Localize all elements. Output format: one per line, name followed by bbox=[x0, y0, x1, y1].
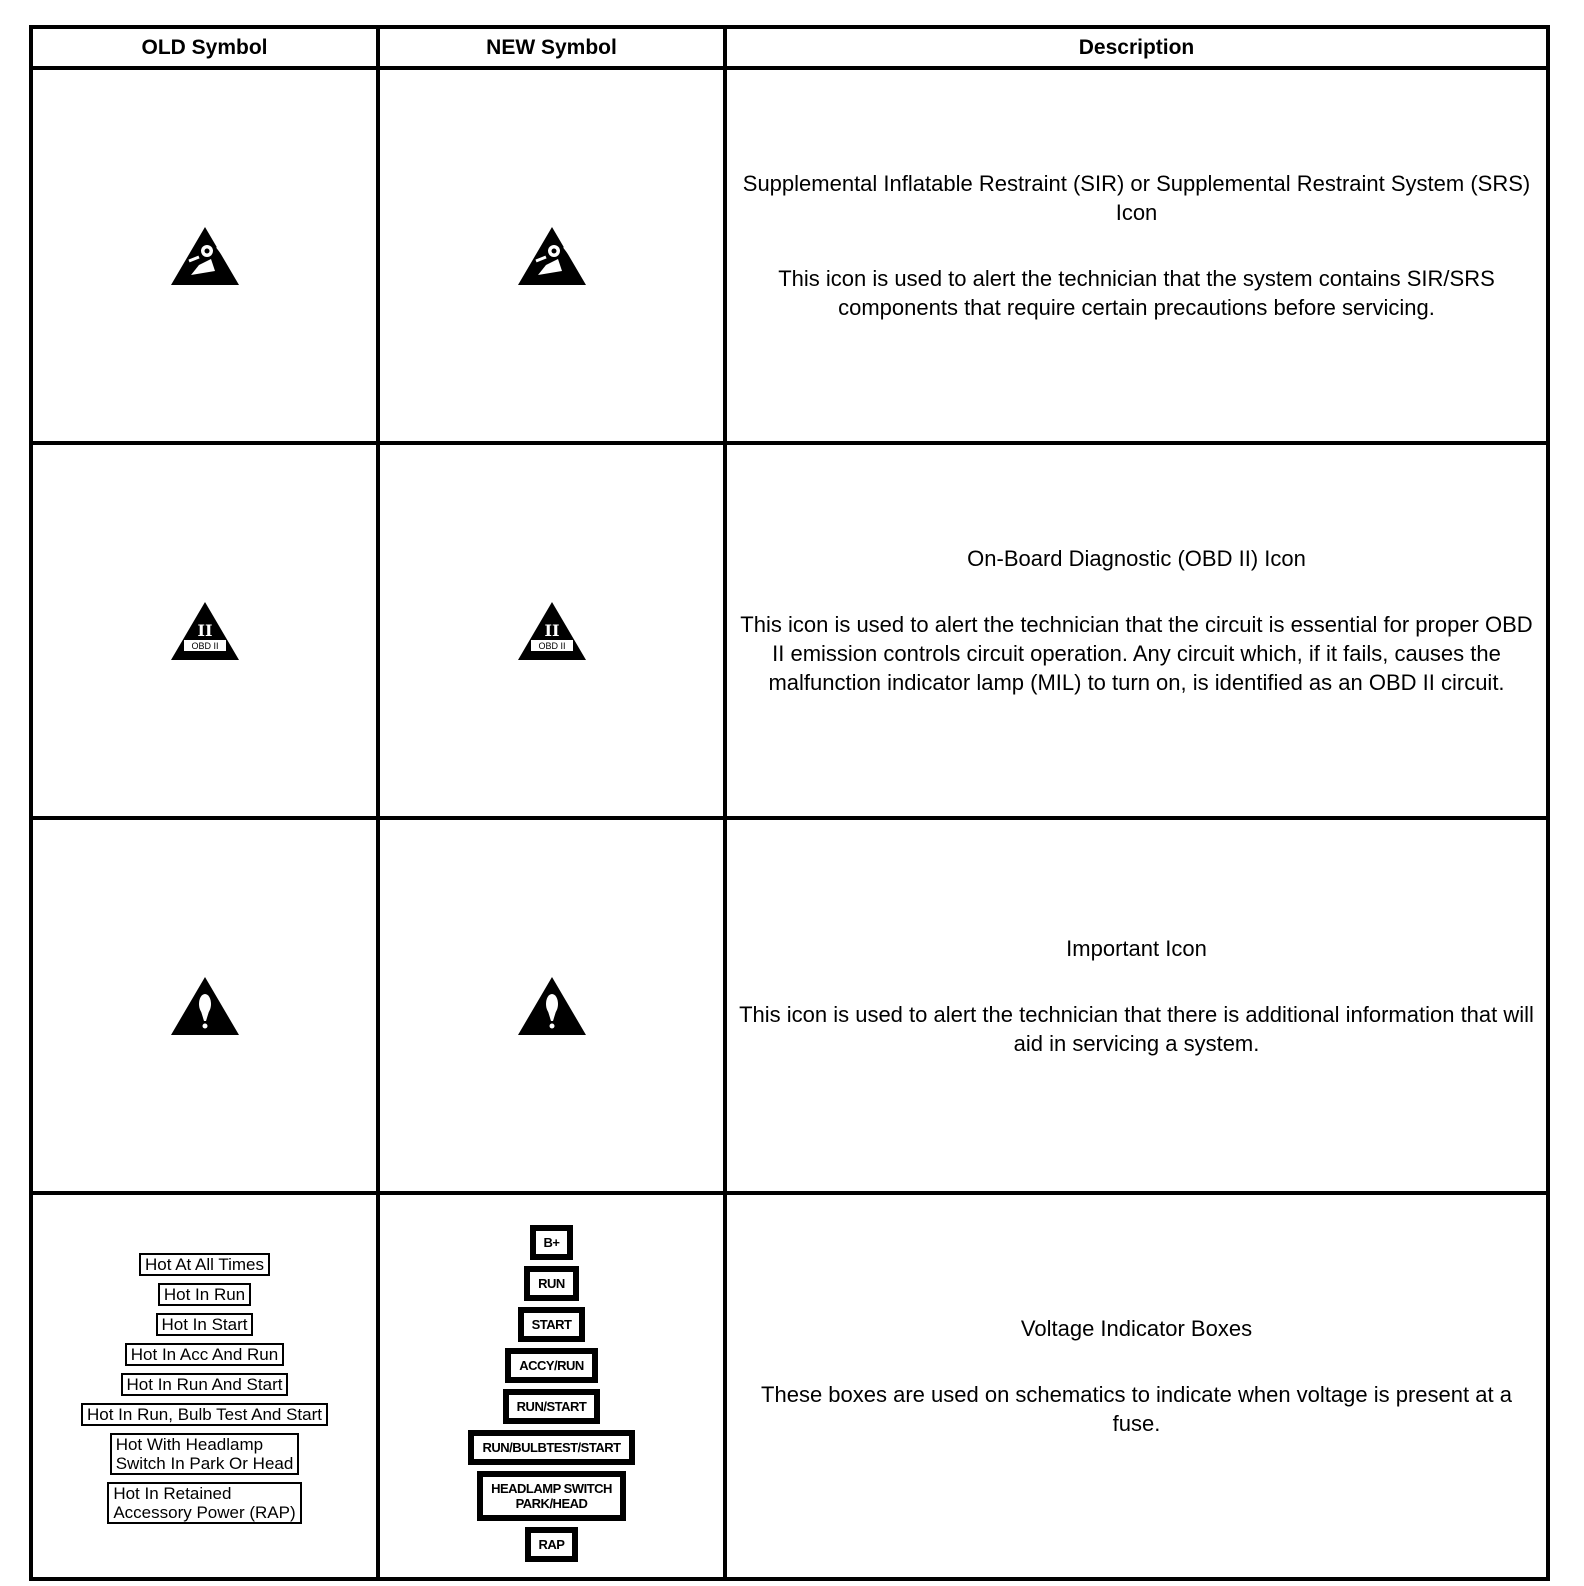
voltage-box: HEADLAMP SWITCH PARK/HEAD bbox=[477, 1471, 626, 1521]
description-title: Supplemental Inflatable Restraint (SIR) or Supplemental Restraint System (SRS) Icon bbox=[742, 171, 1531, 225]
voltage-box: Hot In Run And Start bbox=[121, 1373, 289, 1396]
description-title: Voltage Indicator Boxes bbox=[1020, 1316, 1253, 1341]
header-old-symbol: OLD Symbol bbox=[141, 35, 268, 59]
header-new-symbol: NEW Symbol bbox=[486, 35, 617, 59]
voltage-box: RUN/START bbox=[503, 1389, 601, 1424]
description-title: On-Board Diagnostic (OBD II) Icon bbox=[967, 546, 1306, 571]
header-description: Description bbox=[1078, 35, 1195, 59]
row-voltage-old-symbol bbox=[33, 1195, 376, 1577]
row-sir-new-symbol bbox=[380, 70, 723, 441]
row-voltage-description bbox=[727, 1195, 1546, 1577]
new-voltage-box-stack bbox=[468, 1225, 634, 1568]
row-obd-description bbox=[727, 445, 1546, 816]
obd-icon-caption: OBD II bbox=[537, 640, 566, 651]
sir-warning-triangle-icon bbox=[169, 225, 241, 287]
description-body: This icon is used to alert the technician that the system contains SIR/SRS components that require certain precautions before servicing. bbox=[778, 266, 1495, 320]
obd-icon-roman: II bbox=[197, 620, 212, 640]
description-body: This icon is used to alert the technician that there is additional information that will aid in servicing a system. bbox=[739, 1001, 1534, 1056]
voltage-box: RUN/BULBTEST/START bbox=[468, 1430, 634, 1465]
voltage-box: Hot In Start bbox=[156, 1313, 254, 1336]
voltage-box: RAP bbox=[525, 1527, 579, 1562]
voltage-box: Hot With Headlamp Switch In Park Or Head bbox=[110, 1433, 300, 1475]
description-title: Important Icon bbox=[1066, 935, 1207, 961]
obd-ii-triangle-icon bbox=[169, 600, 241, 662]
row-voltage-new-symbol bbox=[380, 1195, 723, 1577]
description-body: This icon is used to alert the technician that the circuit is essential for proper OBD II emission controls circuit operation. Any circuit which, if it fails, causes the malfunction indicator lamp (MIL) to turn on, is identified as an OBD II circuit. bbox=[740, 612, 1533, 695]
voltage-box: START bbox=[518, 1307, 586, 1342]
description-body: These boxes are used on schematics to indicate when voltage is present at a fuse. bbox=[761, 1382, 1512, 1436]
important-triangle-icon bbox=[516, 975, 588, 1037]
voltage-box: Hot In Run, Bulb Test And Start bbox=[81, 1403, 328, 1426]
obd-ii-triangle-icon bbox=[516, 600, 588, 662]
old-voltage-box-stack bbox=[81, 1253, 328, 1531]
voltage-box: Hot In Retained Accessory Power (RAP) bbox=[107, 1482, 301, 1524]
row-important-new-symbol bbox=[380, 820, 723, 1191]
voltage-box: Hot At All Times bbox=[139, 1253, 270, 1276]
obd-icon-caption: OBD II bbox=[190, 640, 219, 651]
voltage-box: ACCY/RUN bbox=[505, 1348, 598, 1383]
voltage-box: Hot In Run bbox=[158, 1283, 251, 1306]
obd-icon-roman: II bbox=[544, 620, 559, 640]
sir-warning-triangle-icon bbox=[516, 225, 588, 287]
row-obd-old-symbol bbox=[33, 445, 376, 816]
voltage-box: RUN bbox=[524, 1266, 579, 1301]
voltage-box: Hot In Acc And Run bbox=[125, 1343, 284, 1366]
row-obd-new-symbol bbox=[380, 445, 723, 816]
voltage-box: B+ bbox=[530, 1225, 574, 1260]
row-sir-description bbox=[727, 70, 1546, 441]
row-important-description bbox=[727, 820, 1546, 1191]
row-sir-old-symbol bbox=[33, 70, 376, 441]
important-triangle-icon bbox=[169, 975, 241, 1037]
row-important-old-symbol bbox=[33, 820, 376, 1191]
